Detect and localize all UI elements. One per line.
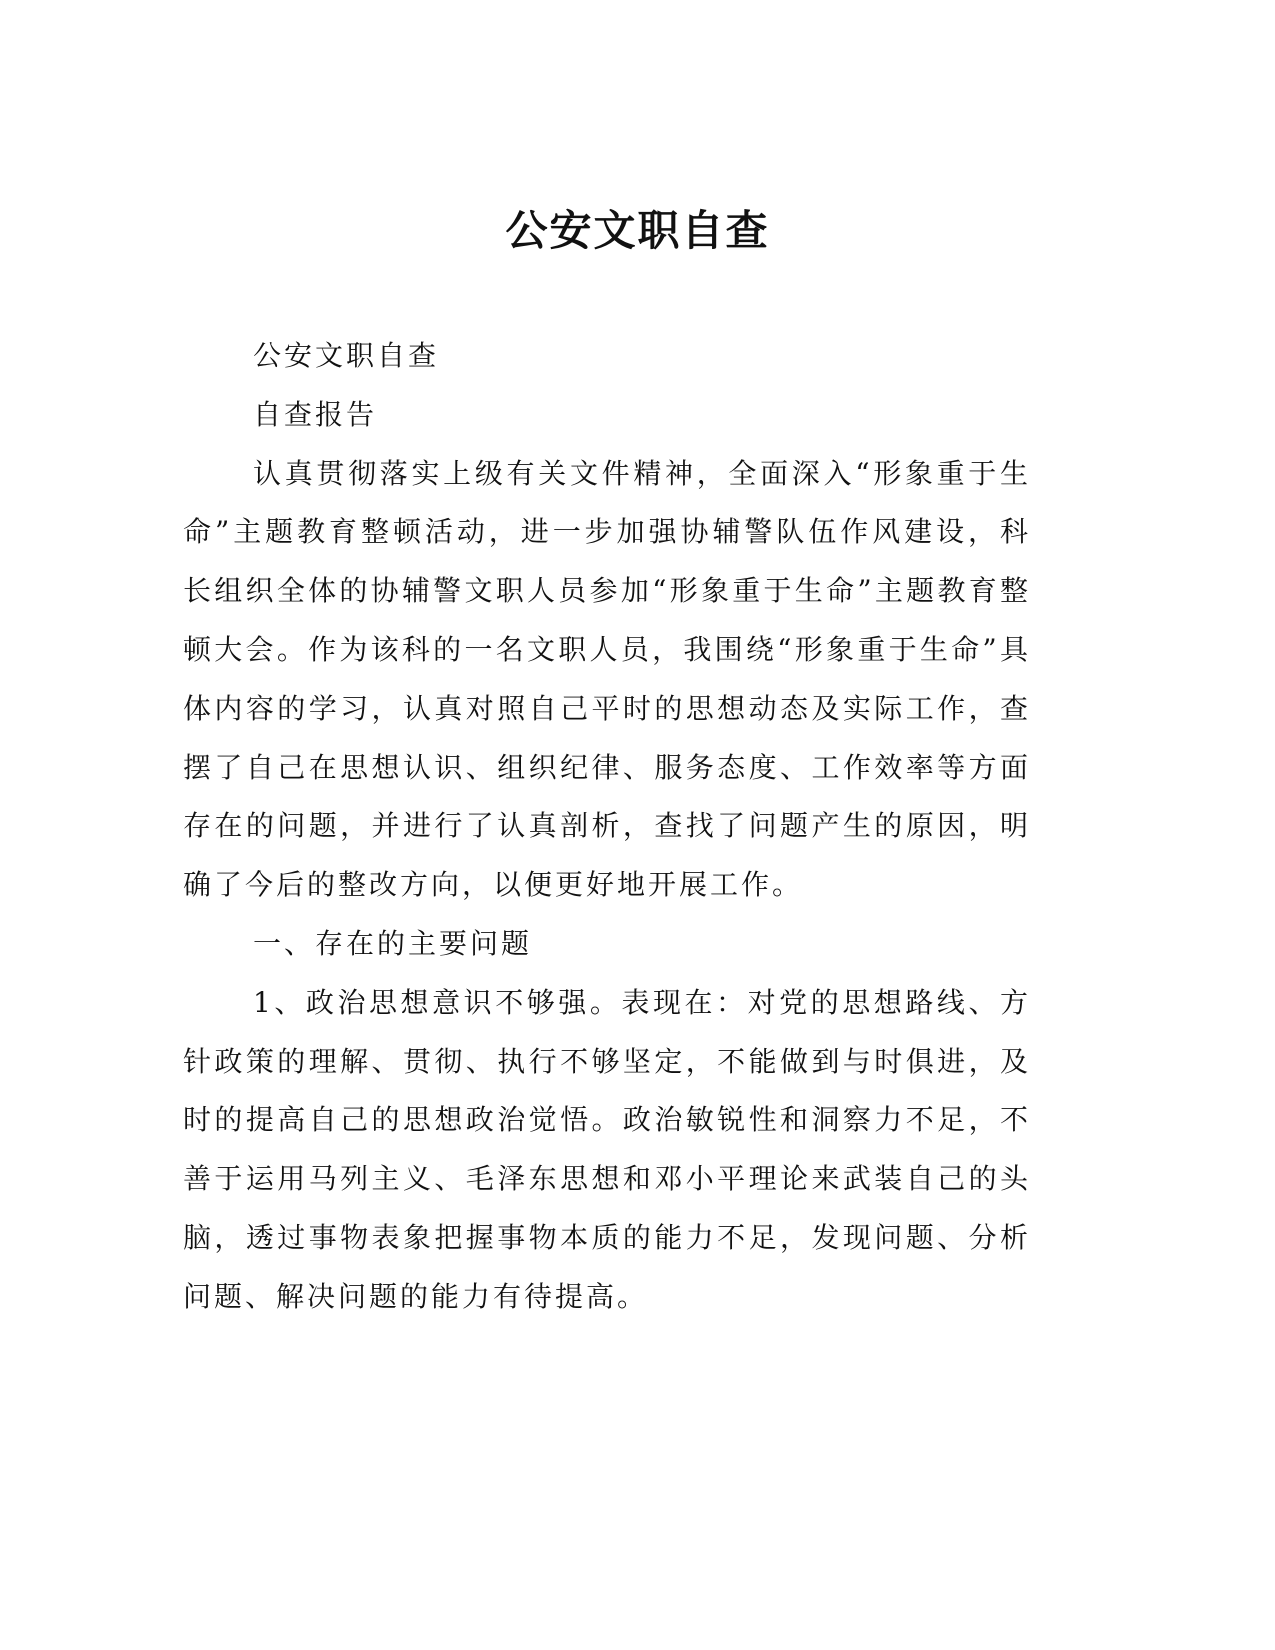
text-line: 问题、解决问题的能力有待提高。	[183, 1279, 649, 1313]
paragraph	[183, 327, 1031, 386]
paragraph	[183, 445, 1031, 915]
text-line: 针政策的理解、贯彻、执行不够坚定，不能做到与时俱进，及	[183, 1044, 1031, 1078]
text-line: 长组织全体的协辅警文职人员参加“形象重于生命”主题教育整	[183, 574, 1031, 608]
text-line: 摆了自己在思想认识、组织纪律、服务态度、工作效率等方面	[183, 750, 1031, 784]
text-line: 脑，透过事物表象把握事物本质的能力不足，发现问题、分析	[183, 1220, 1031, 1254]
text-line: 自查报告	[253, 397, 378, 431]
document-body	[183, 327, 1031, 1327]
text-line: 一、存在的主要问题	[253, 926, 533, 960]
text-line: 公安文职自查	[253, 339, 440, 372]
text-line: 存在的问题，并进行了认真剖析，查找了问题产生的原因，明	[183, 809, 1031, 843]
text-line: 善于运用马列主义、毛泽东思想和邓小平理论来武装自己的头	[183, 1162, 1031, 1196]
paragraph	[183, 386, 1031, 445]
text-line: 命”主题教育整顿活动，进一步加强协辅警队伍作风建设，科	[183, 515, 1031, 549]
text-line: 顿大会。作为该科的一名文职人员，我围绕“形象重于生命”具	[183, 632, 1031, 666]
text-line: 时的提高自己的思想政治觉悟。政治敏锐性和洞察力不足，不	[183, 1103, 1031, 1137]
document-title: 公安文职自查	[505, 206, 770, 255]
text-line: 认真贯彻落实上级有关文件精神，全面深入“形象重于生	[253, 456, 1031, 490]
text-line: 1、政治思想意识不够强。表现在：对党的思想路线、方	[253, 985, 1031, 1019]
text-line: 体内容的学习，认真对照自己平时的思想动态及实际工作，查	[183, 691, 1031, 725]
text-line: 确了今后的整改方向，以便更好地开展工作。	[183, 868, 804, 902]
paragraph	[183, 974, 1031, 1327]
paragraph	[183, 915, 1031, 974]
